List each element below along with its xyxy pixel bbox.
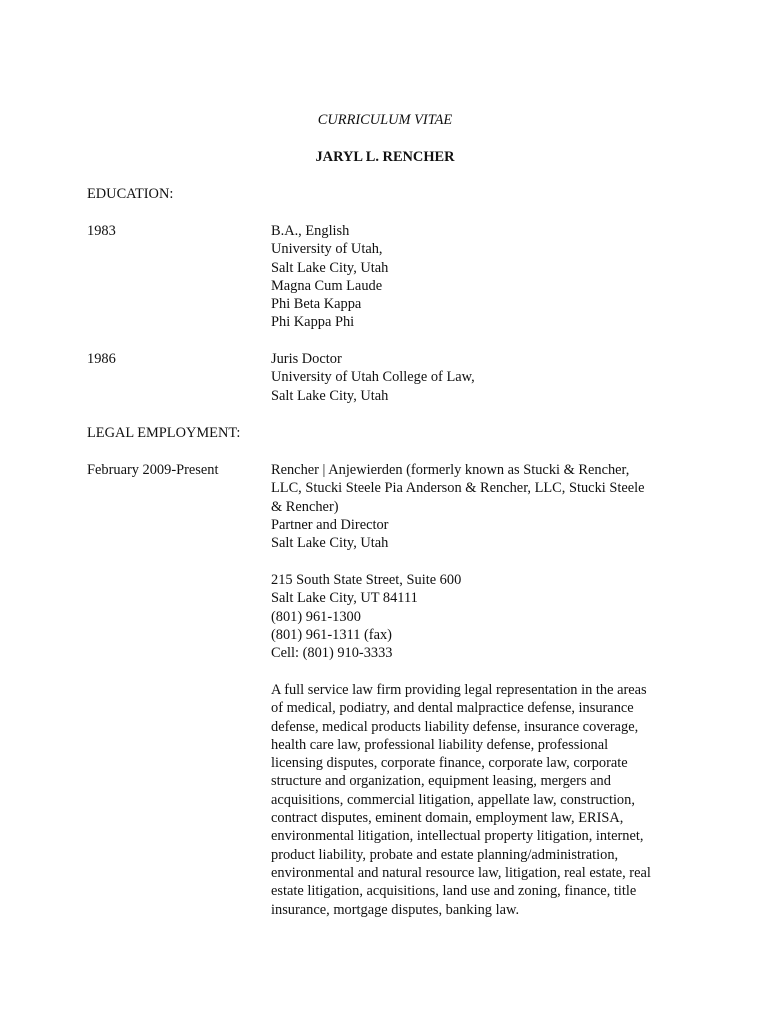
employment-dates: February 2009-Present <box>87 462 219 478</box>
description-line: health care law, professional liability defense, professional <box>271 736 609 753</box>
description-line: acquisitions, commercial litigation, appellate law, construction, <box>271 791 635 808</box>
education-entry-1-line: Phi Kappa Phi <box>271 314 355 331</box>
description-line: insurance, mortgage disputes, banking law. <box>271 901 520 918</box>
education-entry-2-line: Juris Doctor <box>271 351 342 367</box>
education-heading: EDUCATION: <box>87 186 174 202</box>
education-entry-1-line: Magna Cum Laude <box>271 277 383 294</box>
description-line: of medical, podiatry, and dental malpractice defense, insurance <box>271 700 634 717</box>
description-line: structure and organization, equipment leasing, mergers and <box>271 773 611 790</box>
firm-line: & Rencher) <box>271 498 339 515</box>
document-title: CURRICULUM VITAE <box>317 112 453 128</box>
education-year-2: 1986 <box>87 351 116 367</box>
firm-line: Rencher | Anjewierden (formerly known as Stucki & Rencher, <box>271 462 630 478</box>
person-name: JARYL L. RENCHER <box>315 149 455 165</box>
employment-address <box>271 571 681 662</box>
education-entry-1-line: Salt Lake City, Utah <box>271 259 389 276</box>
description-line: contract disputes, eminent domain, employment law, ERISA, <box>271 810 624 827</box>
education-entry-2 <box>271 350 681 405</box>
employment-firm <box>271 461 681 552</box>
firm-location: Salt Lake City, Utah <box>271 535 389 552</box>
description-line: environmental litigation, intellectual property litigation, internet, <box>271 828 644 845</box>
address-city: Salt Lake City, UT 84111 <box>271 590 418 607</box>
description-line: A full service law firm providing legal representation in the areas <box>271 682 647 698</box>
firm-role: Partner and Director <box>271 516 389 533</box>
description-line: estate litigation, acquisitions, land use and zoning, finance, title <box>271 883 637 900</box>
legal-employment-heading: LEGAL EMPLOYMENT: <box>87 425 241 441</box>
firm-line: LLC, Stucki Steele Pia Anderson & Rencher, LLC, Stucki Steele <box>271 480 645 497</box>
education-entry-2-line: University of Utah College of Law, <box>271 369 475 386</box>
description-line: licensing disputes, corporate finance, corporate law, corporate <box>271 755 628 772</box>
education-entry-1-line: University of Utah, <box>271 241 383 258</box>
education-entry-1 <box>271 222 681 332</box>
fax-number: (801) 961-1311 (fax) <box>271 626 392 643</box>
employment-description <box>271 681 681 919</box>
description-line: defense, medical products liability defense, insurance coverage, <box>271 718 639 735</box>
address-street: 215 South State Street, Suite 600 <box>271 572 462 588</box>
education-entry-1-line: Phi Beta Kappa <box>271 296 362 313</box>
description-line: environmental and natural resource law, litigation, real estate, real <box>271 864 651 881</box>
education-entry-1-line: B.A., English <box>271 223 350 239</box>
description-line: product liability, probate and estate planning/administration, <box>271 846 619 863</box>
cell-number: Cell: (801) 910-3333 <box>271 645 393 662</box>
education-year-1: 1983 <box>87 223 116 239</box>
phone-number: (801) 961-1300 <box>271 608 361 625</box>
education-entry-2-line: Salt Lake City, Utah <box>271 387 389 404</box>
